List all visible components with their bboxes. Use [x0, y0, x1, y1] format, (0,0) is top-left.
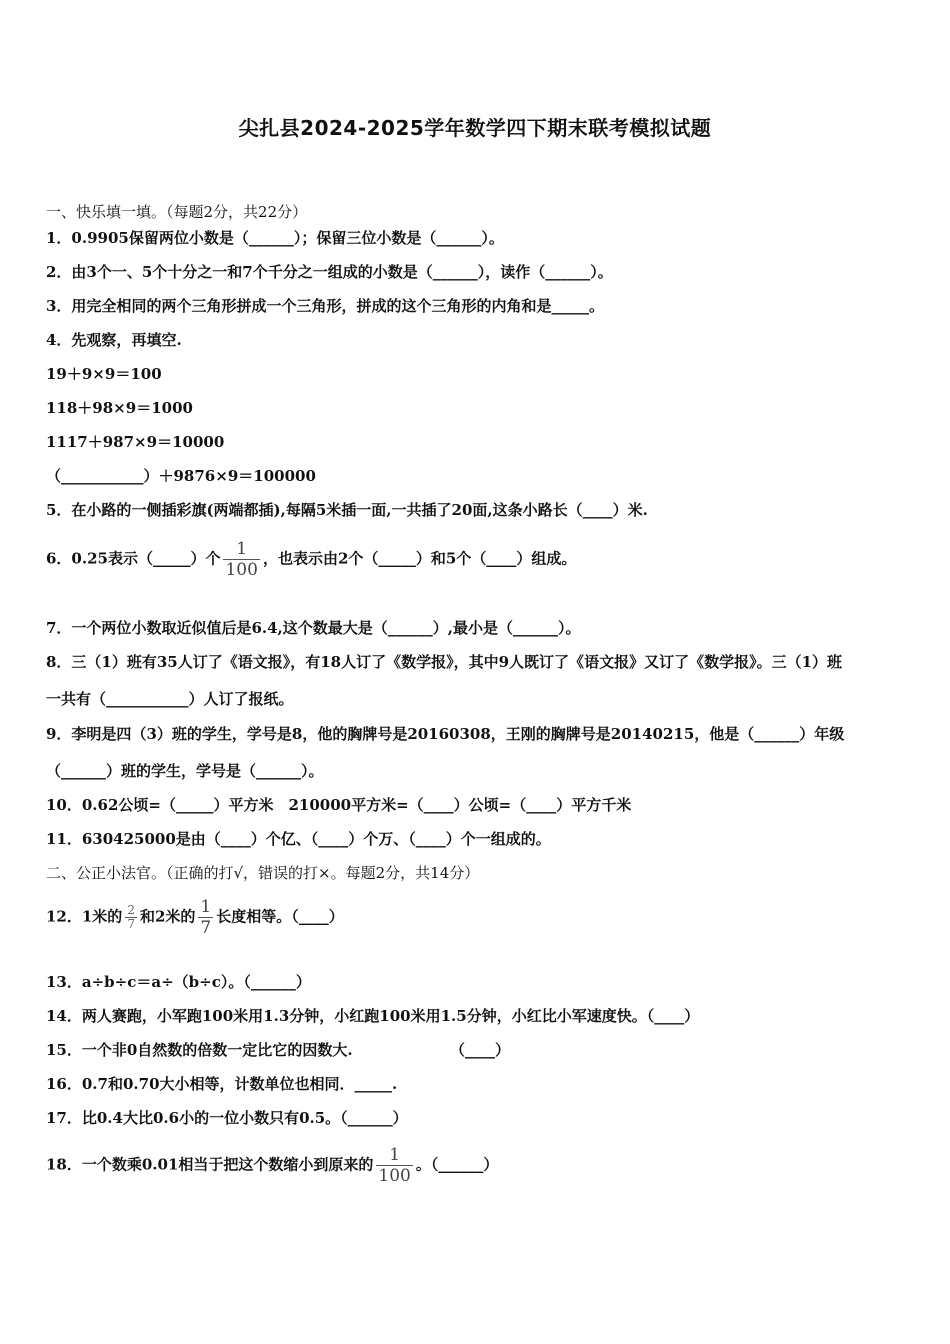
question-9-line-1: 9．李明是四（3）班的学生，学号是8，他的胸牌号是20160308，王刚的胸牌号是20140215，他是（______）年级 — [46, 725, 845, 743]
question-17: 17．比0.4大比0.6小的一位小数只有0.5。（______） — [46, 1109, 408, 1127]
equation-2: 118＋98×9＝1000 — [46, 399, 193, 417]
question-12 — [46, 897, 344, 938]
equation-3: 1117＋987×9＝10000 — [46, 433, 225, 451]
question-6-text-a: 6．0.25表示（_____）个 — [46, 549, 221, 568]
question-12-text-b: 和2米的 — [139, 907, 196, 926]
question-3: 3．用完全相同的两个三角形拼成一个三角形，拼成的这个三角形的内角和是_____。 — [46, 297, 604, 315]
equation-1: 19＋9×9＝100 — [46, 365, 162, 383]
page-title: 尖扎县2024-2025学年数学四下期末联考模拟试题 — [238, 116, 712, 140]
question-6-text-b: ，也表示由2个（_____）和5个（____）组成。 — [262, 549, 577, 568]
question-4: 4．先观察，再填空. — [46, 331, 182, 349]
question-15: 15．一个非0自然数的倍数一定比它的因数大. （____） — [46, 1041, 511, 1059]
equation-4: （___________）＋9876×9＝100000 — [46, 467, 316, 485]
question-18 — [46, 1145, 498, 1186]
question-9-line-2: （______）班的学生，学号是（______）。 — [46, 762, 324, 780]
section-heading-2: 二、公正小法官。（正确的打√，错误的打×。每题2分，共14分） — [46, 864, 480, 882]
question-18-text-a: 18．一个数乘0.01相当于把这个数缩小到原来的 — [46, 1155, 374, 1174]
fraction-two-sevenths: $\frac{2}{7}$ — [127, 903, 135, 931]
question-18-text-b: 。（______） — [415, 1155, 499, 1174]
question-13: 13．a÷b÷c＝a÷（b÷c）。（______） — [46, 973, 311, 991]
fraction-one-seventh: $\frac{1}{7}$ — [200, 897, 212, 938]
question-10: 10．0.62公顷=（_____）平方米 210000平方米=（____）公顷=（____）平方千米 — [46, 796, 632, 814]
question-16: 16．0.7和0.70大小相等，计数单位也相同．_____. — [46, 1075, 398, 1093]
question-8-line-1: 8．三（1）班有35人订了《语文报》，有18人订了《数学报》，其中9人既订了《语文报》又订了《数学报》。三（1）班 — [46, 653, 843, 671]
fraction-one-hundredth-2: $\frac{1}{100}$ — [378, 1145, 411, 1186]
question-8-line-2: 一共有（___________）人订了报纸。 — [46, 690, 294, 708]
question-1: 1．0.9905保留两位小数是（______）；保留三位小数是（______）。 — [46, 229, 504, 247]
question-11: 11．630425000是由（____）个亿、（____）个万、（____）个一组成的。 — [46, 830, 551, 848]
question-6 — [46, 539, 576, 580]
question-2: 2．由3个一、5个十分之一和7个千分之一组成的小数是（______），读作（______）。 — [46, 263, 613, 281]
question-14: 14．两人赛跑，小军跑100米用1.3分钟，小红跑100米用1.5分钟，小红比小军速度快。（____） — [46, 1007, 700, 1025]
question-12-text-c: 长度相等。（____） — [216, 907, 344, 926]
question-7: 7．一个两位小数取近似值后是6.4,这个数最大是（______）,最小是（______）。 — [46, 619, 581, 637]
section-heading-1: 一、快乐填一填。（每题2分，共22分） — [46, 203, 308, 221]
question-5: 5．在小路的一侧插彩旗(两端都插),每隔5米插一面,一共插了20面,这条小路长（____）米. — [46, 501, 648, 519]
fraction-one-hundredth: $\frac{1}{100}$ — [225, 539, 258, 580]
question-12-text-a: 12．1米的 — [46, 907, 123, 926]
